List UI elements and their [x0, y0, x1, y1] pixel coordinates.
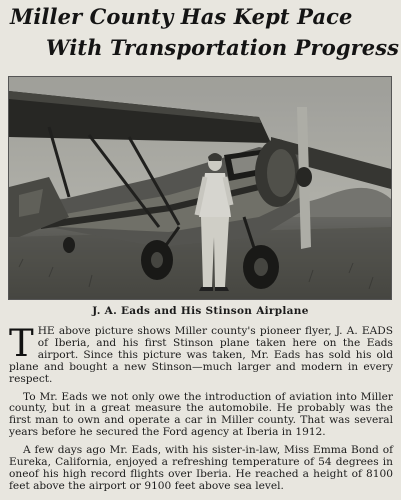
headline-line-2: With Transportation Progress: [46, 35, 400, 60]
article-paragraph-2: To Mr. Eads we not only owe the introduction of aviation into Miller county, but in a great measure the automobile. He probably was the first man to own and operate a car in Miller county. That was several years before he secured the Ford agency at Iberia in 1912.: [9, 390, 393, 439]
article-paragraph-3: A few days ago Mr. Eads, with his sister-in-law, Miss Emma Bond of Eureka, California, enjoyed a refreshing temperature of 54 degrees in oneof his high record flights over Iberia. He reached a height of 8100 feet above the airport or 9100 feet above sea level.: [9, 444, 393, 492]
article-paragraph-1: [9, 322, 393, 386]
article-paragraph-1-text: HE above picture shows Miller county's pioneer flyer, J. A. EADS of Iberia, and his first Stinson plane taken here on the Eads airport. Since this picture was taken, Mr. Eads has sold his old plane and bought a new Stinson—much larger and modern in every respect.: [9, 325, 393, 385]
airplane-photo: [8, 76, 392, 300]
airplane-photo-icon: [9, 77, 391, 299]
headline-line-1: Miller County Has Kept Pace: [10, 4, 353, 29]
photo-caption: J. A. Eads and His Stinson Airplane: [92, 305, 309, 317]
article-body: [9, 322, 393, 499]
drop-cap: T: [9, 322, 34, 365]
